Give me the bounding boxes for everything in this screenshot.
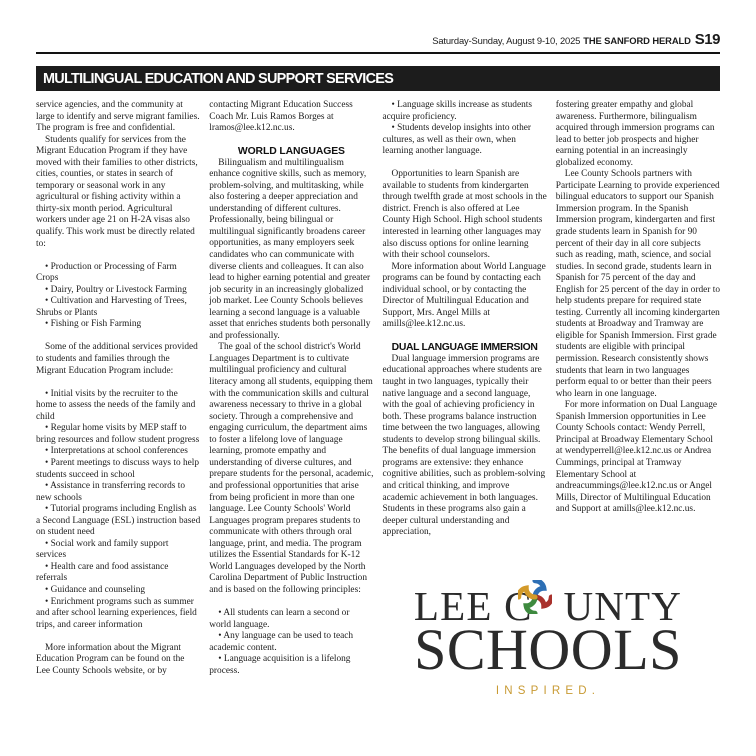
list-item: • All students can learn a second or world language.	[209, 607, 350, 630]
paragraph: More information about the Migrant Education Program can be found on the Lee County Schools website, or by	[36, 642, 185, 676]
list-item: • Assistance in transferring records to new schools	[36, 481, 186, 503]
list-item: • Dairy, Poultry or Livestock Farming	[45, 284, 187, 295]
paragraph: Bilingualism and multilingualism enhance cognitive skills, such as memory, problem-solving, and multitasking, while also fostering a deeper appreciation and understanding of different cultures. Professionally, being bilingual or multilingual significantly broadens career opportunities, as many employers seek candidates who can communicate with diverse clients and colleagues. It can also lead to higher earning potential and greater job security in an increasingly globalized job market. Lee County Schools believes learning a second language is a valuable asset that enriches students both personally and professionally.	[209, 157, 371, 341]
section-banner	[36, 66, 720, 91]
list-item: • Any language can be used to teach academic content.	[209, 631, 354, 653]
logo-lee-c: LEE C	[413, 583, 533, 629]
column-2	[209, 100, 373, 748]
paragraph: fostering greater empathy and global awareness. Furthermore, bilingualism acquired through immersion programs can lead to better job prospects and higher earning potential in an increasingly globalized economy.	[555, 100, 715, 168]
list-item: • Tutorial programs including English as a Second Language (ESL) instruction based on student need	[36, 504, 201, 538]
paragraph: contacting Migrant Education Success Coach Mr. Luis Ramos Borges at lramos@lee.k12.nc.us.	[209, 100, 353, 134]
list-item: • Initial visits by the recruiter to the home to assess the needs of the family and child	[36, 388, 196, 422]
list-item: • Interpretations at school conferences	[45, 446, 188, 457]
header-rule	[36, 52, 720, 54]
paragraph: The goal of the school district's World Languages Department is to cultivate multilingual proficiency and cultural literacy among all students, equipping them with the communication skills and cultural awareness necessary to thrive in a global society. Through a comprehensive and engaging curriculum, the department aims to foster a lifelong love of language learning, promote empathy and understanding of diverse cultures, and prepare students for the personal, academic, and professional opportunities that arise from being proficient in more than one language. Lee County Schools' World Languages program prepares students to communicate with others through oral language, print, and media. The program utilizes the Essential Standards for K-12 World Languages developed by the North Carolina Department of Public Instruction and is based on the following principles:	[209, 342, 374, 595]
paragraph: More information about World Language programs can be found by contacting each individual school, or by contacting the Director of Multilingual Education and Support, Mrs. Angel Mills at amills@lee.k12.nc.us.	[382, 261, 546, 330]
logo-unty: UNTY	[563, 583, 683, 629]
list-item: • Parent meetings to discuss ways to help students succeed in school	[36, 457, 200, 480]
list-item: • Production or Processing of Farm Crops	[36, 261, 177, 284]
column-1	[36, 100, 200, 748]
masthead-date: Saturday-Sunday, August 9-10, 2025	[432, 35, 581, 46]
list-item: • Social work and family support services	[36, 538, 169, 561]
paragraph: Some of the additional services provided to students and families through the Migrant Education Program include:	[36, 342, 198, 376]
list-item: • Language skills increase as students acquire proficiency.	[382, 100, 533, 122]
list-item: • Language acquisition is a lifelong process.	[209, 654, 351, 676]
masthead-text	[432, 35, 691, 46]
list-item: • Health care and food assistance referrals	[36, 561, 169, 584]
pinwheel-icon	[518, 580, 552, 614]
lee-county-schools-logo	[378, 583, 718, 697]
paragraph: Dual language immersion programs are educational approaches where students are taught in two languages, typically their native language and a second language, with the goal of achieving proficiency in both. These programs balance instruction time between the two languages, allowing students to develop strong bilingual skills. The benefits of dual language immersion programs are extensive: they enhance cognitive abilities, such as problem-solving and critical thinking, and improve academic achievement in both languages. Students in these programs also gain a deeper cultural understanding and appreciation,	[382, 353, 546, 538]
masthead	[36, 0, 720, 49]
list-item: • Guidance and counseling	[45, 584, 146, 595]
paragraph: service agencies, and the community at large to identify and serve migrant families. The program is free and confidential.	[36, 100, 200, 134]
list-item: • Cultivation and Harvesting of Trees, Shrubs or Plants	[36, 296, 187, 318]
section-title: MULTILINGUAL EDUCATION AND SUPPORT SERVICES	[43, 70, 394, 87]
paragraph: Students qualify for services from the Migrant Education Program if they have moved with their families to other districts, cities, counties, or states in search of temporary or seasonal work in any agricultural or fishing activity within a thirty-six month period. Agricultural workers under age 21 on H-2A visas also qualify. This work must be directly related to:	[36, 134, 198, 249]
list-item: • Fishing or Fish Farming	[45, 319, 142, 330]
page-number: S19	[694, 31, 720, 48]
list-item: • Enrichment programs such as summer and after school learning experiences, field trips, and career information	[36, 596, 197, 630]
logo-line-2: SCHOOLS	[414, 617, 682, 682]
masthead-paper-name: THE SANFORD HERALD	[583, 35, 691, 46]
paragraph: Lee County Schools partners with Participate Learning to provide experienced bilingual educators to support our Spanish Immersion program. In the Spanish Immersion program, kindergarten and first grade students learn in Spanish for 90 percent of their day in all core subjects such as reading, math, science, and social studies. In second grade, students learn in Spanish for 75 percent of the day and English for 25 percent of the day in order to help students prepare for required state testing. Currently all incoming kindergarten students at Broadway and Tramway are eligible for Spanish Immersion. First grade students are eligible with principal permission. Research consistently shows students that learn in two languages perform equal to or better than their peers who learn in one language.	[555, 169, 720, 399]
paragraph: Opportunities to learn Spanish are available to students from kindergarten through twelfth grade at most schools in the district. French is also offered at Lee County High School. High school students interested in learning other languages may also discuss options for online learning with their school counselors.	[382, 169, 547, 261]
section-subheading: WORLD LANGUAGES	[237, 145, 345, 157]
paragraph: For more information on Dual Language Spanish Immersion opportunities in Lee County Schools contact: Wendy Perrell, Principal at Broadway Elementary School at wendyperrell@lee.k12.nc.us or Andrea Cummings, principal at Tramway Elementary School at andreacummings@lee.k12.nc.us or Angel Mills, Director of Multilingual Education and Support at amills@lee.k12.nc.us.	[555, 400, 718, 515]
section-subheading: DUAL LANGUAGE IMMERSION	[391, 341, 538, 353]
logo-tagline: INSPIRED.	[495, 685, 601, 697]
list-item: • Regular home visits by MEP staff to bring resources and follow student progress	[36, 423, 200, 445]
list-item: • Students develop insights into other cultures, as well as their own, when learning another language.	[382, 123, 532, 157]
